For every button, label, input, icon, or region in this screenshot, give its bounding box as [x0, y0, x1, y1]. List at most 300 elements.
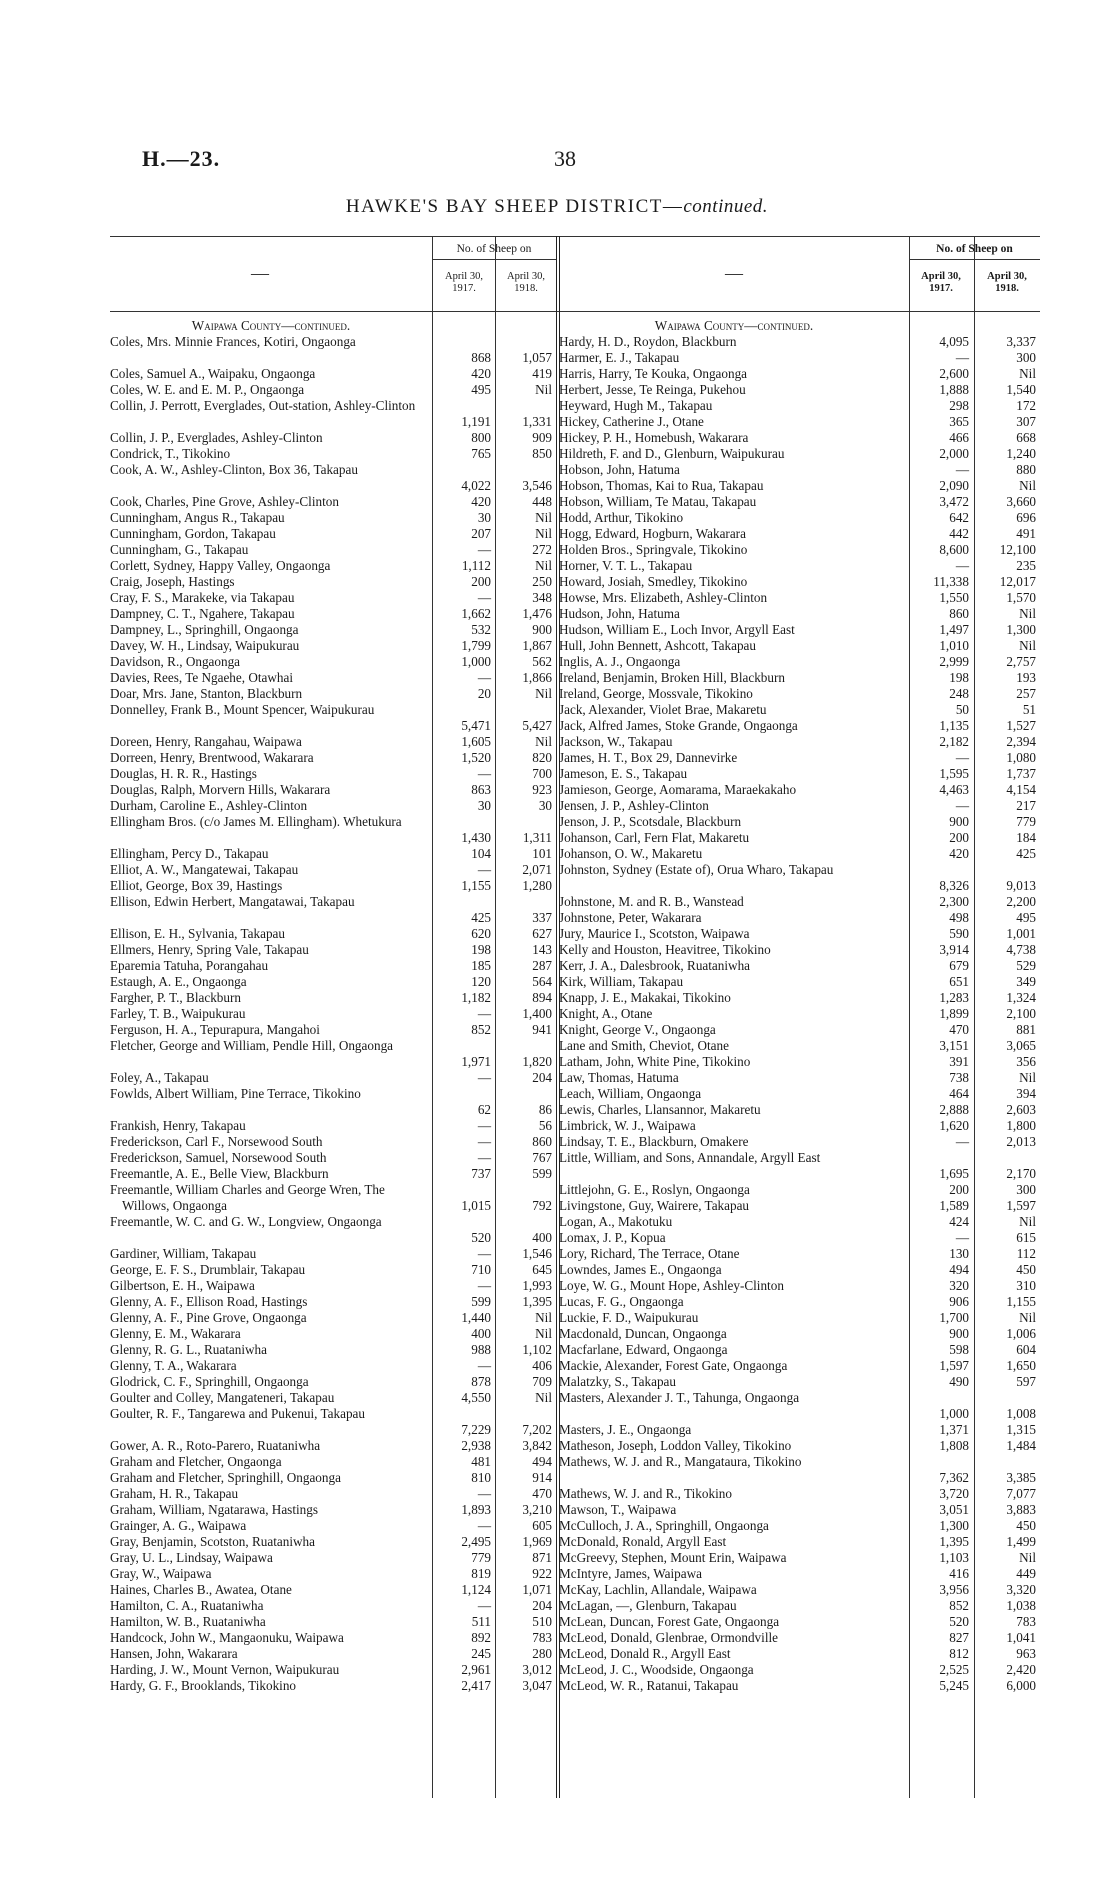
sheep-count-1917: — [477, 1118, 491, 1133]
sheep-count-1918: 1,800 [1006, 1118, 1036, 1133]
holder-name: McLeod, W. R., Ratanui, Takapau [559, 1678, 739, 1693]
sheep-count-1917: — [477, 1134, 491, 1149]
sheep-count-1917: 207 [471, 526, 491, 541]
sheep-count-1918: 356 [1016, 1054, 1036, 1069]
sheep-count-1917: — [477, 1070, 491, 1085]
holder-name: Handcock, John W., Mangaonuku, Waipawa [110, 1630, 344, 1645]
holder-name: Fargher, P. T., Blackburn [110, 990, 241, 1005]
table-row [110, 1310, 570, 1326]
sheep-count-1918: 448 [532, 494, 552, 509]
holder-name: Ferguson, H. A., Tepurapura, Mangahoi [110, 1022, 320, 1037]
sheep-count-1918: 1,001 [1006, 926, 1036, 941]
sheep-count-1917: 1,620 [939, 1118, 969, 1133]
sheep-count-group-header: No. of Sheep on [936, 243, 1013, 255]
holder-name: Johanson, Carl, Fern Flat, Makaretu [559, 830, 750, 845]
holder-name: Herbert, Jesse, Te Reinga, Pukehou [559, 382, 746, 397]
table-row [110, 686, 570, 702]
sheep-count-1918: 310 [1016, 1278, 1036, 1293]
table-row [559, 958, 1040, 974]
holder-name: Kerr, J. A., Dalesbrook, Ruataniwha [559, 958, 751, 973]
holder-name: Heyward, Hugh M., Takapau [559, 398, 713, 413]
table-row [110, 1006, 570, 1022]
sheep-count-1917: 320 [949, 1278, 969, 1293]
table-row [559, 1422, 1040, 1438]
sheep-count-1917: — [477, 670, 491, 685]
table-row [559, 430, 1040, 446]
sheep-count-1917: 7,362 [939, 1470, 969, 1485]
table-row [559, 1006, 1040, 1022]
sheep-count-1917: 62 [477, 1102, 491, 1117]
holder-name: Graham and Fletcher, Springhill, Ongaonga [110, 1470, 341, 1485]
holder-name: Gilbertson, E. H., Waipawa [110, 1278, 255, 1293]
sheep-count-1918: 300 [1016, 1182, 1036, 1197]
sheep-count-1918: 1,057 [522, 350, 552, 365]
sheep-count-1918: 287 [532, 958, 552, 973]
sheep-count-1917: 420 [471, 494, 491, 509]
holder-name: Douglas, Ralph, Morvern Hills, Wakarara [110, 782, 331, 797]
table-row [559, 1038, 1040, 1054]
sheep-count-1917: 4,463 [939, 782, 969, 797]
table-row [110, 526, 570, 542]
sheep-count-1918: 700 [532, 766, 552, 781]
table-row [110, 974, 570, 990]
sheep-count-1917: 2,000 [939, 446, 969, 461]
sheep-count-1917: 642 [949, 510, 969, 525]
holder-name: Hildreth, F. and D., Glenburn, Waipukurau [559, 446, 785, 461]
table-row [559, 830, 1040, 846]
table-row [559, 750, 1040, 766]
table-row [559, 1278, 1040, 1294]
holder-name: Ireland, George, Mossvale, Tikokino [559, 686, 753, 701]
holder-name: Masters, Alexander J. T., Tahunga, Ongaonga [559, 1390, 800, 1405]
table-row [110, 542, 570, 558]
table-row [559, 702, 1040, 718]
sheep-count-1918: 1,993 [522, 1278, 552, 1293]
table-row [110, 1534, 570, 1550]
sheep-count-1918: 1,546 [522, 1246, 552, 1261]
holder-name: Davidson, R., Ongaonga [110, 654, 241, 669]
sheep-count-1918: 101 [532, 846, 552, 861]
table-row [559, 670, 1040, 686]
table-row [110, 382, 570, 398]
table-row [110, 398, 570, 430]
sheep-count-1918: 491 [1016, 526, 1036, 541]
table-row [110, 366, 570, 382]
holder-name: Hodd, Arthur, Tikokino [559, 510, 684, 525]
sheep-count-1918: Nil [1019, 366, 1036, 381]
holder-name: Gray, U. L., Lindsay, Waipawa [110, 1550, 273, 1565]
table-row [559, 366, 1040, 382]
sheep-count-1917: 4,095 [939, 334, 969, 349]
holder-name: McLean, Duncan, Forest Gate, Ongaonga [559, 1614, 780, 1629]
holder-name: Hickey, Catherine J., Otane [559, 414, 704, 429]
sheep-count-1917: 498 [949, 910, 969, 925]
holder-name: Coles, Samuel A., Waipaku, Ongaonga [110, 366, 316, 381]
sheep-count-1917: 532 [471, 622, 491, 637]
table-row [110, 1262, 570, 1278]
title-main: HAWKE'S BAY SHEEP DISTRICT— [345, 196, 684, 217]
holder-name: Harmer, E. J., Takapau [559, 350, 680, 365]
holder-name: Cunningham, Angus R., Takapau [110, 510, 285, 525]
table-row [110, 878, 570, 894]
table-row [110, 1406, 570, 1438]
sheep-count-1917: 1,430 [461, 830, 491, 845]
holder-name: Frederickson, Carl F., Norsewood South [110, 1134, 323, 1149]
holder-name: Hobson, John, Hatuma [559, 462, 680, 477]
sheep-count-1918: 1,071 [522, 1582, 552, 1597]
holder-name: Hamilton, C. A., Ruataniwha [110, 1598, 264, 1613]
sheep-count-1917: 520 [471, 1230, 491, 1245]
table-row [559, 526, 1040, 542]
table-row [110, 1614, 570, 1630]
sheep-count-1917: 819 [471, 1566, 491, 1581]
table-row [110, 798, 570, 814]
column-1918-header: April 30, 1918. [987, 271, 1027, 294]
holder-name: Holden Bros., Springvale, Tikokino [559, 542, 748, 557]
sheep-count-1917: 1,695 [939, 1166, 969, 1181]
table-row [559, 1678, 1040, 1694]
sheep-count-1918: 250 [532, 574, 552, 589]
sheep-count-1917: 470 [949, 1022, 969, 1037]
table-row [559, 1454, 1040, 1486]
holder-name: Macfarlane, Edward, Ongaonga [559, 1342, 728, 1357]
sheep-count-1918: 1,820 [522, 1054, 552, 1069]
holder-name: Lindsay, T. E., Blackburn, Omakere [559, 1134, 749, 1149]
sheep-count-1918: 1,476 [522, 606, 552, 621]
sheep-count-1918: 3,883 [1006, 1502, 1036, 1517]
sheep-count-1918: 615 [1016, 1230, 1036, 1245]
table-row [110, 1518, 570, 1534]
table-row [110, 1134, 570, 1150]
table-row [559, 862, 1040, 894]
holder-name: Condrick, T., Tikokino [110, 446, 231, 461]
right-table-header [559, 236, 1040, 312]
table-row [559, 1246, 1040, 1262]
table-row [110, 1278, 570, 1294]
table-row [559, 1630, 1040, 1646]
holder-name: Hickey, P. H., Homebush, Wakarara [559, 430, 749, 445]
sheep-count-1917: 200 [949, 1182, 969, 1197]
holder-name: Davey, W. H., Lindsay, Waipukurau [110, 638, 300, 653]
sheep-count-1918: 605 [532, 1518, 552, 1533]
holder-name: Fletcher, George and William, Pendle Hill, Ongaonga [110, 1038, 394, 1053]
holder-name: Logan, A., Makotuku [559, 1214, 673, 1229]
table-row [110, 1486, 570, 1502]
sheep-count-1918: 1,102 [522, 1342, 552, 1357]
sheep-count-1917: 511 [471, 1614, 491, 1629]
sheep-count-1917: 1,662 [461, 606, 491, 621]
sheep-count-1918: 349 [1016, 974, 1036, 989]
table-row [559, 1534, 1040, 1550]
table-row [559, 382, 1040, 398]
table-row [559, 398, 1040, 414]
sheep-count-1918: 1,867 [522, 638, 552, 653]
holder-name: McLeod, Donald, Glenbrae, Ormondville [559, 1630, 778, 1645]
sheep-count-1918: 922 [532, 1566, 552, 1581]
sheep-count-1917: 1,440 [461, 1310, 491, 1325]
sheep-count-1917: 2,600 [939, 366, 969, 381]
table-row [110, 1326, 570, 1342]
sheep-count-1917: 1,103 [939, 1550, 969, 1565]
holder-name: Gardiner, William, Takapau [110, 1246, 257, 1261]
table-row [559, 1518, 1040, 1534]
sheep-count-1918: Nil [535, 686, 552, 701]
sheep-count-1918: 3,546 [522, 478, 552, 493]
holder-name: Glenny, A. F., Pine Grove, Ongaonga [110, 1310, 307, 1325]
sheep-count-1917: 3,472 [939, 494, 969, 509]
sheep-count-1917: 1,124 [461, 1582, 491, 1597]
table-row [559, 350, 1040, 366]
sheep-count-1918: 709 [532, 1374, 552, 1389]
sheep-count-1918: 3,660 [1006, 494, 1036, 509]
sheep-count-1918: 1,324 [1006, 990, 1036, 1005]
table-row [559, 414, 1040, 430]
table-row [110, 590, 570, 606]
sheep-count-1917: 3,720 [939, 1486, 969, 1501]
sheep-count-1917: 1,395 [939, 1534, 969, 1549]
table-row [110, 958, 570, 974]
table-row [110, 1662, 570, 1678]
sheep-count-1917: 679 [949, 958, 969, 973]
sheep-count-1917: 200 [471, 574, 491, 589]
sheep-count-1917: 1,700 [939, 1310, 969, 1325]
holder-name: Jameson, E. S., Takapau [559, 766, 688, 781]
table-row [110, 750, 570, 766]
sheep-count-1917: 868 [471, 350, 491, 365]
holder-name: Hamilton, W. B., Ruataniwha [110, 1614, 266, 1629]
table-row [110, 334, 570, 366]
holder-name: Frederickson, Samuel, Norsewood South [110, 1150, 327, 1165]
holder-name: Hansen, John, Wakarara [110, 1646, 238, 1661]
sheep-count-1917: 1,899 [939, 1006, 969, 1021]
sheep-count-1918: 894 [532, 990, 552, 1005]
sheep-count-1917: 495 [471, 382, 491, 397]
table-row [559, 1566, 1040, 1582]
sheep-count-1918: 2,071 [522, 862, 552, 877]
table-row [559, 782, 1040, 798]
sheep-count-1917: 464 [949, 1086, 969, 1101]
sheep-count-1918: 1,969 [522, 1534, 552, 1549]
table-row [559, 814, 1040, 830]
sheep-count-1917: 104 [471, 846, 491, 861]
table-row [110, 1582, 570, 1598]
sheep-count-1918: 2,757 [1006, 654, 1036, 669]
sheep-count-1917: 860 [949, 606, 969, 621]
sheep-count-1918: 860 [532, 1134, 552, 1149]
sheep-count-1918: 597 [1016, 1374, 1036, 1389]
sheep-count-1917: 1,550 [939, 590, 969, 605]
table-row [559, 910, 1040, 926]
holder-name: Howard, Josiah, Smedley, Tikokino [559, 574, 748, 589]
table-row [110, 1390, 570, 1406]
sheep-count-1918: 495 [1016, 910, 1036, 925]
sheep-count-1918: Nil [1019, 1550, 1036, 1565]
sheep-count-1917: 2,182 [939, 734, 969, 749]
column-1918-header: April 30, 1918. [507, 271, 545, 294]
holder-name: McGreevy, Stephen, Mount Erin, Waipawa [559, 1550, 787, 1565]
holder-name: Lory, Richard, The Terrace, Otane [559, 1246, 740, 1261]
holder-name: Livingstone, Guy, Wairere, Takapau [559, 1198, 750, 1213]
sheep-count-1918: 2,603 [1006, 1102, 1036, 1117]
table-row [110, 430, 570, 446]
sheep-count-1917: 590 [949, 926, 969, 941]
table-row [559, 1598, 1040, 1614]
sheep-count-1918: 1,311 [522, 830, 552, 845]
holder-name: Farley, T. B., Waipukurau [110, 1006, 246, 1021]
holder-name: Matheson, Joseph, Loddon Valley, Tikokino [559, 1438, 792, 1453]
sheep-count-1917: 298 [949, 398, 969, 413]
table-row [559, 1614, 1040, 1630]
holder-name: Haines, Charles B., Awatea, Otane [110, 1582, 292, 1597]
sheep-count-1917: 827 [949, 1630, 969, 1645]
sheep-count-1918: 4,154 [1006, 782, 1036, 797]
sheep-count-1918: Nil [535, 1390, 552, 1405]
table-row [110, 1438, 570, 1454]
sheep-count-1918: 204 [532, 1070, 552, 1085]
holder-name: Littlejohn, G. E., Roslyn, Ongaonga [559, 1182, 750, 1197]
sheep-count-1917: 1,597 [939, 1358, 969, 1373]
sheep-count-1918: 1,038 [1006, 1598, 1036, 1613]
holder-name: Johnstone, M. and R. B., Wanstead [559, 894, 744, 909]
holder-name: Jenson, J. P., Scotsdale, Blackburn [559, 814, 742, 829]
sheep-count-1918: 6,000 [1006, 1678, 1036, 1693]
sheep-count-1917: 598 [949, 1342, 969, 1357]
sheep-count-1918: 12,017 [999, 574, 1036, 589]
holder-name: Ellison, Edwin Herbert, Mangatawai, Takapau [110, 894, 355, 909]
sheep-count-1918: 193 [1016, 670, 1036, 685]
sheep-count-1917: 416 [949, 1566, 969, 1581]
sheep-count-1918: 1,008 [1006, 1406, 1036, 1421]
sheep-count-1918: Nil [1019, 606, 1036, 621]
sheep-count-1917: — [955, 462, 969, 477]
sheep-count-1918: 112 [1016, 1246, 1036, 1261]
sheep-count-1918: Nil [1019, 1070, 1036, 1085]
sheep-count-1918: 2,394 [1006, 734, 1036, 749]
table-row [559, 494, 1040, 510]
sheep-count-1918: 204 [532, 1598, 552, 1613]
sheep-count-1918: 86 [538, 1102, 552, 1117]
sheep-count-1917: 1,000 [939, 1406, 969, 1421]
sheep-count-1917: 3,051 [939, 1502, 969, 1517]
left-table-header [110, 236, 570, 312]
sheep-count-1918: 1,080 [1006, 750, 1036, 765]
sheep-count-1918: 941 [532, 1022, 552, 1037]
sheep-count-1917: 1,135 [939, 718, 969, 733]
table-row [110, 1374, 570, 1390]
holder-name: Hull, John Bennett, Ashcott, Takapau [559, 638, 756, 653]
holder-name: Lowndes, James E., Ongaonga [559, 1262, 722, 1277]
table-row [110, 1646, 570, 1662]
sheep-count-1918: Nil [535, 734, 552, 749]
sheep-count-1917: 8,326 [939, 878, 969, 893]
sheep-count-1918: 1,527 [1006, 718, 1036, 733]
table-row [110, 670, 570, 686]
sheep-count-1917: 1,283 [939, 990, 969, 1005]
holder-name: Foley, A., Takapau [110, 1070, 209, 1085]
sheep-count-1918: 767 [532, 1150, 552, 1165]
table-row [559, 1294, 1040, 1310]
sheep-count-1918: 881 [1016, 1022, 1036, 1037]
sheep-count-1917: 812 [949, 1646, 969, 1661]
sheep-count-group-header: No. of Sheep on [456, 243, 532, 255]
table-row [559, 926, 1040, 942]
sheep-count-1917: 878 [471, 1374, 491, 1389]
sheep-count-1917: 198 [949, 670, 969, 685]
sheep-count-1917: 988 [471, 1342, 491, 1357]
sheep-count-1917: 5,245 [939, 1678, 969, 1693]
sheep-count-1918: 337 [532, 910, 552, 925]
sheep-count-1918: 2,420 [1006, 1662, 1036, 1677]
holder-name: Glenny, A. F., Ellison Road, Hastings [110, 1294, 308, 1309]
sheep-count-1917: — [477, 862, 491, 877]
table-row [110, 894, 570, 926]
holder-name: Goulter, R. F., Tangarewa and Pukenui, Takapau [110, 1406, 366, 1421]
sheep-count-1918: Nil [535, 1310, 552, 1325]
table-row [110, 1470, 570, 1486]
sheep-count-1918: 696 [1016, 510, 1036, 525]
holder-name: Glodrick, C. F., Springhill, Ongaonga [110, 1374, 309, 1389]
sheep-count-1918: 627 [532, 926, 552, 941]
table-row [110, 926, 570, 942]
table-row [559, 1230, 1040, 1246]
sheep-count-1917: 424 [949, 1214, 969, 1229]
sheep-count-1917: 737 [471, 1166, 491, 1181]
sheep-count-1917: 1,971 [461, 1054, 491, 1069]
holder-name: Coles, Mrs. Minnie Frances, Kotiri, Ongaonga [110, 334, 356, 349]
sheep-count-1918: 272 [532, 542, 552, 557]
table-row [110, 1502, 570, 1518]
holder-name: Little, William, and Sons, Annandale, Argyll East [559, 1150, 821, 1165]
holder-name: Hobson, William, Te Matau, Takapau [559, 494, 757, 509]
sheep-count-1917: 1,182 [461, 990, 491, 1005]
sheep-count-1917: — [477, 590, 491, 605]
table-row [559, 1326, 1040, 1342]
sheep-count-1917: — [477, 1150, 491, 1165]
table-row [559, 1086, 1040, 1102]
holder-name: Cunningham, Gordon, Takapau [110, 526, 276, 541]
sheep-count-1918: 143 [532, 942, 552, 957]
sheep-count-1918: 529 [1016, 958, 1036, 973]
table-row [110, 574, 570, 590]
table-row [559, 942, 1040, 958]
sheep-count-1917: 852 [471, 1022, 491, 1037]
sheep-count-1918: 1,484 [1006, 1438, 1036, 1453]
table-row [110, 1358, 570, 1374]
table-row [110, 462, 570, 494]
table-row [110, 1166, 570, 1182]
sheep-count-1918: Nil [535, 526, 552, 541]
sheep-count-1918: 12,100 [999, 542, 1036, 557]
holder-name: Knapp, J. E., Makakai, Tikokino [559, 990, 731, 1005]
document-reference: H.—23. [142, 146, 221, 171]
sheep-count-1918: 7,202 [522, 1422, 552, 1437]
holder-name: Jackson, W., Takapau [559, 734, 673, 749]
sheep-count-1917: 200 [949, 830, 969, 845]
sheep-count-1918: Nil [535, 510, 552, 525]
sheep-count-1917: 1,015 [461, 1198, 491, 1213]
sheep-count-1918: 1,597 [1006, 1198, 1036, 1213]
holder-name: Collin, J. Perrott, Everglades, Out-station, Ashley-Clinton [110, 398, 416, 413]
holder-name: Limbrick, W. J., Waipawa [559, 1118, 696, 1133]
sheep-count-1918: 3,320 [1006, 1582, 1036, 1597]
holder-name: Hardy, H. D., Roydon, Blackburn [559, 334, 737, 349]
holder-name: Craig, Joseph, Hastings [110, 574, 235, 589]
table-row [559, 1390, 1040, 1422]
sheep-count-1918: 307 [1016, 414, 1036, 429]
sheep-count-1917: 365 [949, 414, 969, 429]
name-column-header: — [251, 263, 269, 283]
sheep-count-1917: 863 [471, 782, 491, 797]
